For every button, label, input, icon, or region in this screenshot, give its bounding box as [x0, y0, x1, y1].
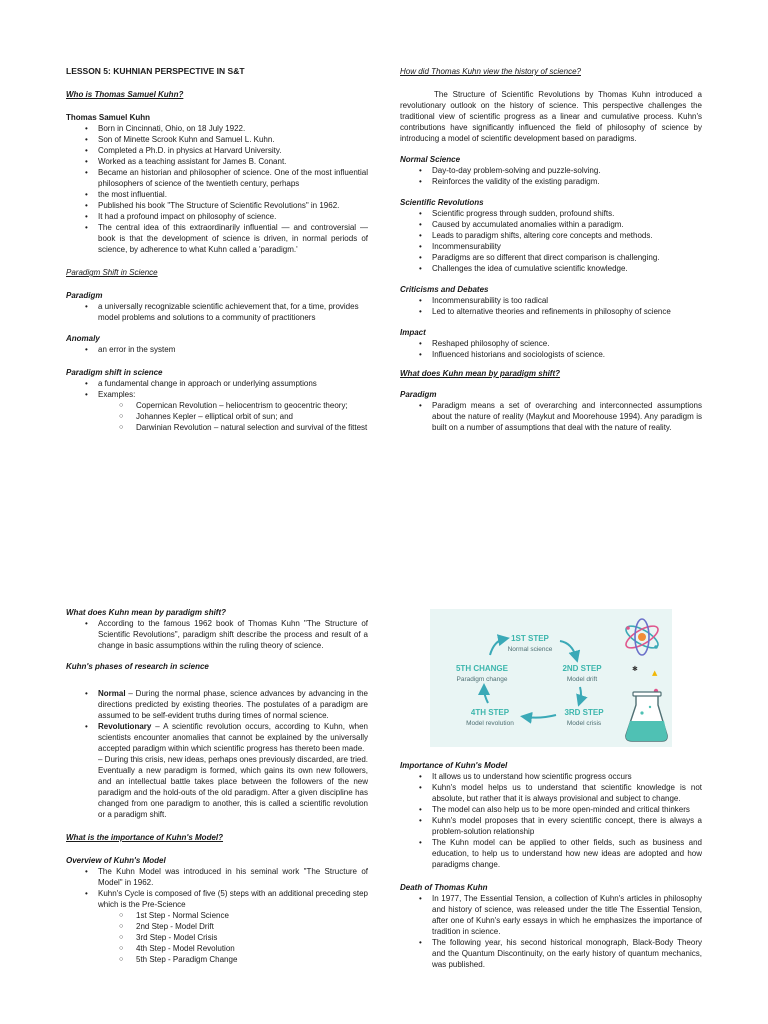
overview-list	[66, 866, 368, 910]
list-item: • Paradigms are so different that direct comparison is challenging.	[432, 252, 702, 263]
phases-heading: Kuhn's phases of research in science	[66, 662, 209, 671]
list-item: ○ 1st Step - Normal Science	[136, 910, 368, 921]
history-paragraph: The Structure of Scientific Revolutions by Thomas Kuhn introduced a revolutionary outlook on the history of science. This perspective challenges the traditional view of scientific progress as a linear and cumulative process. Kuhn's contributions have significantly influenced the field of philosophy of science by introducing a model of scientific development based on paradigms.	[400, 90, 702, 143]
list-item: • Incommensurability is too radical	[432, 295, 702, 306]
list-item: • an error in the system	[98, 344, 368, 355]
step3-sub: Model crisis	[566, 720, 602, 727]
kuhn-cycle-diagram	[430, 609, 672, 747]
left-column-top	[66, 66, 368, 433]
impact-label: Impact	[400, 328, 426, 337]
list-item	[98, 688, 368, 721]
overview-label: Overview of Kuhn's Model	[66, 856, 166, 865]
importance-label: Importance of Kuhn's Model	[400, 761, 508, 770]
lesson-title: LESSON 5: KUHNIAN PERSPECTIVE IN S&T	[66, 66, 245, 76]
paradigm-label: Paradigm	[66, 291, 103, 300]
list-item: • Worked as a teaching assistant for James B. Conant.	[98, 156, 368, 167]
list-item: • Scientific progress through sudden, profound shifts.	[432, 208, 702, 219]
normal-science-list	[400, 165, 702, 187]
criticisms-list	[400, 295, 702, 317]
importance-question: What is the importance of Kuhn's Model?	[66, 833, 224, 842]
revolutionary-term: Revolutionary	[98, 722, 152, 731]
list-item: • In 1977, The Essential Tension, a collection of Kuhn's articles in philosophy and history of science, was released under the title The Essential Tension, after one of Kuhn's early essays in which he emphasizes the importance of tradition in science.	[432, 893, 702, 937]
revolutions-label: Scientific Revolutions	[400, 198, 484, 207]
list-item: ○ 2nd Step - Model Drift	[136, 921, 368, 932]
revolutions-list	[400, 208, 702, 274]
normal-text: – During the normal phase, science advances by advancing in the directions predicted by existing theories. The postulates of a paradigm are assumed to be self-evident truths during times of normal science.	[98, 689, 368, 720]
kuhn-cycle-figure	[430, 609, 672, 747]
list-item: • It allows us to understand how scientific progress occurs	[432, 771, 702, 782]
triangle-icon: ▲	[652, 669, 658, 677]
list-item: • The following year, his second historical monograph, Black-Body Theory and the Quantum Discontinuity, on the early history of quantum mechanics, was published.	[432, 937, 702, 970]
who-heading: Who is Thomas Samuel Kuhn?	[66, 90, 184, 99]
revolutionary-text-2: – During this crisis, new ideas, perhaps ones previously discarded, are tried. Eventually a new paradigm is formed, which gains its own new followers, and an intellectual battle takes place between the followers of the new paradigm and the hold-outs of the old paradigm. After a given discipline has changed from one paradigm to another, this is called a scientific revolution or a paradigm shift.	[98, 755, 368, 819]
list-item: • Became an historian and philosopher of science. One of the most influential philosophers of science of the twentieth century, perhaps	[98, 167, 368, 189]
paradigm-shift-question-2: What does Kuhn mean by paradigm shift?	[66, 608, 227, 617]
criticisms-label: Criticisms and Debates	[400, 285, 489, 294]
list-item: ○ Darwinian Revolution – natural selection and survival of the fittest	[136, 422, 368, 433]
arrow-4-to-5	[484, 689, 488, 703]
normal-term: Normal	[98, 689, 126, 698]
paradigm-list	[66, 301, 368, 323]
beaker-icon	[626, 692, 667, 741]
step1-title: 1ST STEP	[511, 634, 549, 643]
shift-label: Paradigm shift in science	[66, 368, 163, 377]
arrow-3-to-4	[526, 715, 556, 718]
paradigm-shift-question: What does Kuhn mean by paradigm shift?	[400, 369, 561, 378]
list-item: • Examples:	[98, 389, 368, 400]
list-item: • According to the famous 1962 book of Thomas Kuhn "The Structure of Scientific Revolutions", paradigm shift describe the process and result of a change in basic assumptions within the ruling theory of science.	[98, 618, 368, 651]
list-item: ○ 3rd Step - Model Crisis	[136, 932, 368, 943]
list-item: • the most influential.	[98, 189, 368, 200]
list-item: • Caused by accumulated anomalies within a paradigm.	[432, 219, 702, 230]
sparkle-icons	[632, 665, 658, 693]
list-item: • Son of Minette Scrook Kuhn and Samuel L. Kuhn.	[98, 134, 368, 145]
list-item: • Born in Cincinnati, Ohio, on 18 July 1922.	[98, 123, 368, 134]
atom-icon	[623, 619, 661, 655]
anomaly-list	[66, 344, 368, 355]
right-column-bottom	[400, 760, 702, 970]
list-item: • Day-to-day problem-solving and puzzle-solving.	[432, 165, 702, 176]
step2-sub: Model drift	[566, 676, 598, 683]
list-item: • Influenced historians and sociologists of science.	[432, 349, 702, 360]
list-item: • The model can also help us to be more open-minded and critical thinkers	[432, 804, 702, 815]
step3-title: 3RD STEP	[564, 708, 604, 717]
steps-list	[66, 910, 368, 965]
arrow-1-to-2	[560, 641, 576, 657]
list-item: ○ 5th Step - Paradigm Change	[136, 954, 368, 965]
arrow-2-to-3	[580, 687, 581, 701]
list-item: • The central idea of this extraordinarily influential — and controversial — book is that the development of science is driven, in normal periods of science, by adherence to what Kuhn called a 'paradigm.'	[98, 222, 368, 255]
kuhn-name: Thomas Samuel Kuhn	[66, 113, 151, 122]
step4-title: 4TH STEP	[470, 708, 510, 717]
paradigm-meaning-list	[400, 400, 702, 433]
importance-list	[400, 771, 702, 870]
death-label: Death of Thomas Kuhn	[400, 883, 488, 892]
list-item: • Kuhn's model helps us to understand that scientific knowledge is not absolute, but rather that it is always provisional and subject to change.	[432, 782, 702, 804]
list-item: • Challenges the idea of cumulative scientific knowledge.	[432, 263, 702, 274]
list-item: • a universally recognizable scientific achievement that, for a time, provides model problems and solutions to a community of practitioners	[98, 301, 368, 323]
shift-list	[66, 378, 368, 400]
list-item: • Published his book "The Structure of Scientific Revolutions" in 1962.	[98, 200, 368, 211]
list-item: ○ 4th Step - Model Revolution	[136, 943, 368, 954]
list-item: • Led to alternative theories and refinements in philosophy of science	[432, 306, 702, 317]
anomaly-label: Anomaly	[66, 334, 100, 343]
phases-list	[66, 688, 368, 754]
impact-list	[400, 338, 702, 360]
list-item: • Reinforces the validity of the existing paradigm.	[432, 176, 702, 187]
list-item: • Completed a Ph.D. in physics at Harvard University.	[98, 145, 368, 156]
list-item: • Leads to paradigm shifts, altering core concepts and methods.	[432, 230, 702, 241]
list-item	[98, 721, 368, 754]
step5-sub: Paradigm change	[456, 676, 508, 683]
list-item: • Kuhn's model proposes that in every scientific concept, there is always a problem-solution relationship	[432, 815, 702, 837]
examples-list	[66, 400, 368, 433]
star-icon: ✱	[632, 665, 638, 673]
list-item: • Incommensurability	[432, 241, 702, 252]
step2-title: 2ND STEP	[562, 664, 602, 673]
step1-sub: Normal science	[507, 646, 553, 653]
step5-title: 5TH CHANGE	[455, 664, 509, 673]
list-item: • It had a profound impact on philosophy of science.	[98, 211, 368, 222]
normal-science-label: Normal Science	[400, 155, 461, 164]
step4-sub: Model revolution	[466, 720, 514, 727]
list-item: ○ Copernican Revolution – heliocentrism to geocentric theory;	[136, 400, 368, 411]
right-column-top	[400, 66, 702, 433]
history-heading: How did Thomas Kuhn view the history of science?	[400, 67, 581, 76]
shift-meaning-list	[66, 618, 368, 651]
paradigm-shift-heading: Paradigm Shift in Science	[66, 268, 158, 277]
list-item: • Kuhn's Cycle is composed of five (5) steps with an additional preceding step which is the Pre-Science	[98, 888, 368, 910]
list-item: • Paradigm means a set of overarching and interconnected assumptions about the nature of reality (Maykut and Moorehouse 1994). Any paradigm is built on a number of assumptions that deal with the nature of reality.	[432, 400, 702, 433]
arrow-5-to-1	[490, 639, 504, 655]
list-item: • The Kuhn Model was introduced in his seminal work "The Structure of Model" in 1962.	[98, 866, 368, 888]
bio-list	[66, 123, 368, 255]
revolutionary-text: – A scientific revolution occurs, according to Kuhn, when scientists encounter anomalies that cannot be explained by the universally accepted paradigm within which scientific progress has thereto been made.	[98, 722, 368, 753]
list-item: • a fundamental change in approach or underlying assumptions	[98, 378, 368, 389]
list-item: • The Kuhn model can be applied to other fields, such as business and education, to help us to understand how new ideas are adopted and how paradigms change.	[432, 837, 702, 870]
death-list	[400, 893, 702, 970]
left-column-bottom	[66, 607, 368, 965]
paradigm-label-2: Paradigm	[400, 390, 437, 399]
list-item: • Reshaped philosophy of science.	[432, 338, 702, 349]
list-item: ○ Johannes Kepler – elliptical orbit of sun; and	[136, 411, 368, 422]
